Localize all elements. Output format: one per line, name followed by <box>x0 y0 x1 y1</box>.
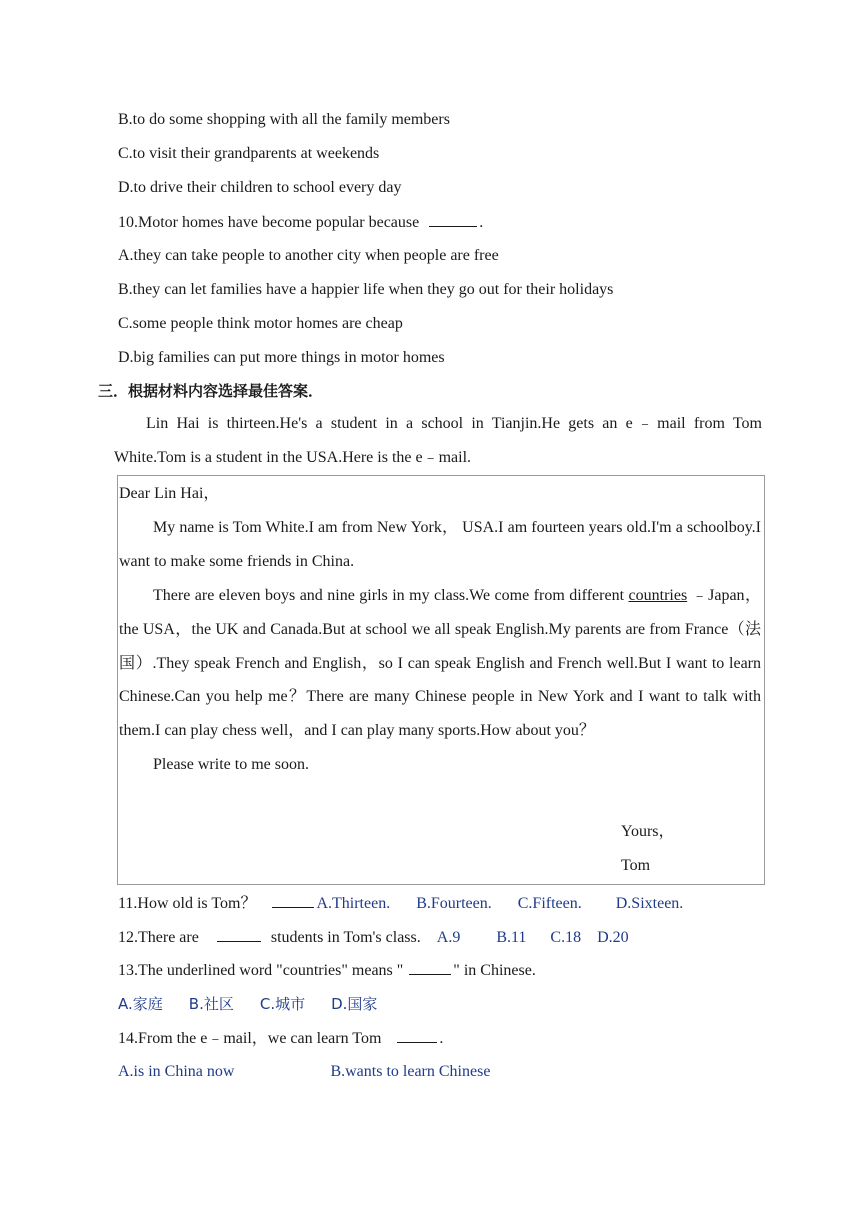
q10-option-c: C.some people think motor homes are cheap <box>118 315 403 332</box>
q14-line <box>118 1028 443 1049</box>
q12-line <box>118 927 629 948</box>
q10-stem-end: . <box>479 214 484 231</box>
email-greeting: Dear Lin Hai， <box>119 485 220 502</box>
q13-stem: 13.The underlined word "countries" means " <box>118 962 404 979</box>
email-paragraph-1 <box>119 511 761 579</box>
answer-blank <box>272 893 314 908</box>
answer-blank <box>217 927 261 942</box>
q14-stem-end: . <box>439 1030 444 1047</box>
q13-option-b: B.社区 <box>188 995 234 1013</box>
section-title: 三．根据材料内容选择最佳答案． <box>98 382 324 400</box>
q12-stem: 12.There are <box>118 929 199 946</box>
email-paragraph-2 <box>119 579 761 748</box>
q14-option-a: A.is in China now <box>118 1063 235 1080</box>
email-paragraph-3: Please write to me soon. <box>153 756 309 773</box>
intro-text: Lin Hai is thirteen.He's a student in a school in Tianjin.He gets an e﹣mail from Tom White.Tom is a student in the USA.Here is the e﹣mail. <box>114 415 762 466</box>
underlined-word: countries <box>628 587 688 604</box>
q12-option-b: B.11 <box>496 929 527 946</box>
q13-options <box>118 994 377 1015</box>
q13-line <box>118 960 536 981</box>
q11-option-d: D.Sixteen. <box>615 895 684 912</box>
q10-stem-text: 10.Motor homes have become popular because <box>118 214 420 231</box>
q9-option-b: B.to do some shopping with all the family members <box>118 111 450 128</box>
q10-option-a: A.they can take people to another city when people are free <box>118 247 499 264</box>
q9-option-d: D.to drive their children to school every day <box>118 179 402 196</box>
email-p1-text: My name is Tom White.I am from New York， USA.I am fourteen years old.I'm a schoolboy.I want to make some friends in China. <box>119 519 761 570</box>
q12-option-d: D.20 <box>597 929 629 946</box>
q14-stem: 14.From the e﹣mail，we can learn Tom <box>118 1030 382 1047</box>
answer-blank <box>409 960 451 975</box>
q12-stem-end: students in Tom's class. <box>270 929 421 946</box>
email-p2-after: ﹣Japan，the USA，the UK and Canada.But at school we all speak English.My parents are from France（法国）.They speak French and English，so I can speak English and French well.But I want to learn Chinese.Can you help me？There are many Chinese people in New York and I want to talk with them.I can play chess well，and I can play many sports.How about you？ <box>119 587 762 740</box>
email-signature: Tom <box>621 857 651 874</box>
q9-option-c: C.to visit their grandparents at weekends <box>118 145 380 162</box>
q11-stem: 11.How old is Tom？ <box>118 895 257 912</box>
q11-option-b: B.Fourteen. <box>416 895 492 912</box>
q11-option-c: C.Fifteen. <box>517 895 582 912</box>
q13-option-c: C.城市 <box>259 995 306 1013</box>
q14-options <box>118 1062 490 1082</box>
q11-option-a: A.Thirteen. <box>316 895 391 912</box>
answer-blank <box>397 1028 437 1043</box>
email-p2-before: There are eleven boys and nine girls in my class.We come from different <box>153 587 625 604</box>
email-closing: Yours， <box>621 823 675 840</box>
q13-stem-end: " in Chinese. <box>453 962 536 979</box>
intro-paragraph <box>114 407 762 475</box>
q13-option-d: D.国家 <box>331 995 378 1013</box>
q13-option-a: A.家庭 <box>118 995 163 1013</box>
q11-line <box>118 893 683 914</box>
q10-option-b: B.they can let families have a happier life when they go out for their holidays <box>118 281 614 298</box>
answer-blank <box>429 212 477 227</box>
q10-option-d: D.big families can put more things in motor homes <box>118 349 445 366</box>
q12-option-c: C.18 <box>550 929 582 946</box>
q14-option-b: B.wants to learn Chinese <box>330 1063 491 1080</box>
q10-stem <box>118 212 483 233</box>
q12-option-a: A.9 <box>436 929 461 946</box>
